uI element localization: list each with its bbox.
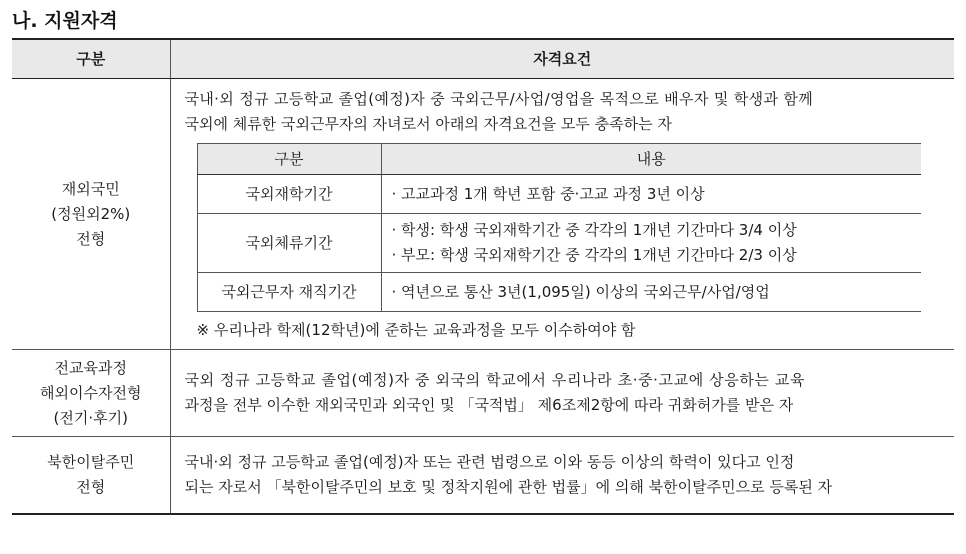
- note-text: ※ 우리나라 학제(12학년)에 준하는 교육과정을 모두 이수하여야 함: [196, 321, 636, 339]
- sub-row-content: [381, 273, 921, 312]
- row-category: [12, 79, 170, 350]
- header-requirements: 자격요건: [170, 39, 954, 79]
- sub-row-label: 국외근무자 재직기간: [197, 273, 381, 312]
- row-category: [12, 350, 170, 437]
- category-line: (전기·후기): [53, 408, 128, 427]
- requirement-line: 국내·외 정규 고등학교 졸업(예정)자 중 국외근무/사업/영업을 목적으로 배우자 및 학생과 함께: [184, 90, 814, 108]
- row-requirements: [170, 437, 954, 515]
- category-line: 전형: [76, 478, 106, 496]
- sub-header-category: 구분: [197, 144, 381, 175]
- category-line: (정원외2%): [51, 204, 131, 223]
- requirement-line: 국외에 체류한 국외근무자의 자녀로서 아래의 자격요건을 모두 충족하는 자: [184, 115, 672, 133]
- header-category: 구분: [12, 39, 170, 79]
- sub-row-item: · 부모: 학생 국외재학기간 중 각각의 1개년 기간마다 2/3 이상: [391, 246, 797, 264]
- section-title: 나. 지원자격: [12, 10, 118, 32]
- requirement-line: 국외 정규 고등학교 졸업(예정)자 중 외국의 학교에서 우리나라 초·중·고교에 상응하는 교육: [184, 371, 806, 389]
- sub-row-item: · 역년으로 통산 3년(1,095일) 이상의 국외근무/사업/영업: [391, 282, 770, 301]
- row-requirements: [170, 79, 954, 350]
- requirement-line: 되는 자로서 「북한이탈주민의 보호 및 정착지원에 관한 법률」에 의해 북한이탈주민으로 등록된 자: [184, 478, 833, 496]
- eligibility-table: [12, 38, 954, 515]
- requirement-line: 국내·외 정규 고등학교 졸업(예정)자 또는 관련 법령으로 이와 동등 이상의 학력이 있다고 인정: [184, 453, 795, 471]
- table-row-overseas-korean: [12, 79, 954, 350]
- sub-table-header-row: [197, 144, 921, 175]
- table-row-north-korean-defector: [12, 437, 954, 515]
- sub-row-content: [381, 175, 921, 214]
- category-line: 북한이탈주민: [47, 453, 135, 471]
- row-requirements: [170, 350, 954, 437]
- sub-requirements-table: [197, 143, 922, 312]
- category-line: 해외이수자전형: [40, 383, 142, 402]
- row-category: [12, 437, 170, 515]
- table-row-overseas-curriculum: [12, 350, 954, 437]
- sub-row-item: · 고교과정 1개 학년 포함 중·고교 과정 3년 이상: [391, 184, 705, 203]
- category-line: 재외국민: [61, 179, 120, 198]
- sub-row-item: · 학생: 학생 국외재학기간 중 각각의 1개년 기간마다 3/4 이상: [391, 221, 797, 239]
- sub-row-content: [381, 214, 921, 273]
- sub-table-row: [197, 214, 921, 273]
- table-header-row: [12, 39, 954, 79]
- sub-table-row: [197, 273, 921, 312]
- sub-table-row: [197, 175, 921, 214]
- sub-header-content: 내용: [381, 144, 921, 175]
- category-line: 전교육과정: [54, 358, 127, 377]
- sub-row-label: 국외체류기간: [197, 214, 381, 273]
- category-line: 전형: [76, 229, 106, 248]
- sub-row-label: 국외재학기간: [197, 175, 381, 214]
- requirement-line: 과정을 전부 이수한 재외국민과 외국인 및 「국적법」 제6조제2항에 따라 귀화허가를 받은 자: [184, 396, 794, 414]
